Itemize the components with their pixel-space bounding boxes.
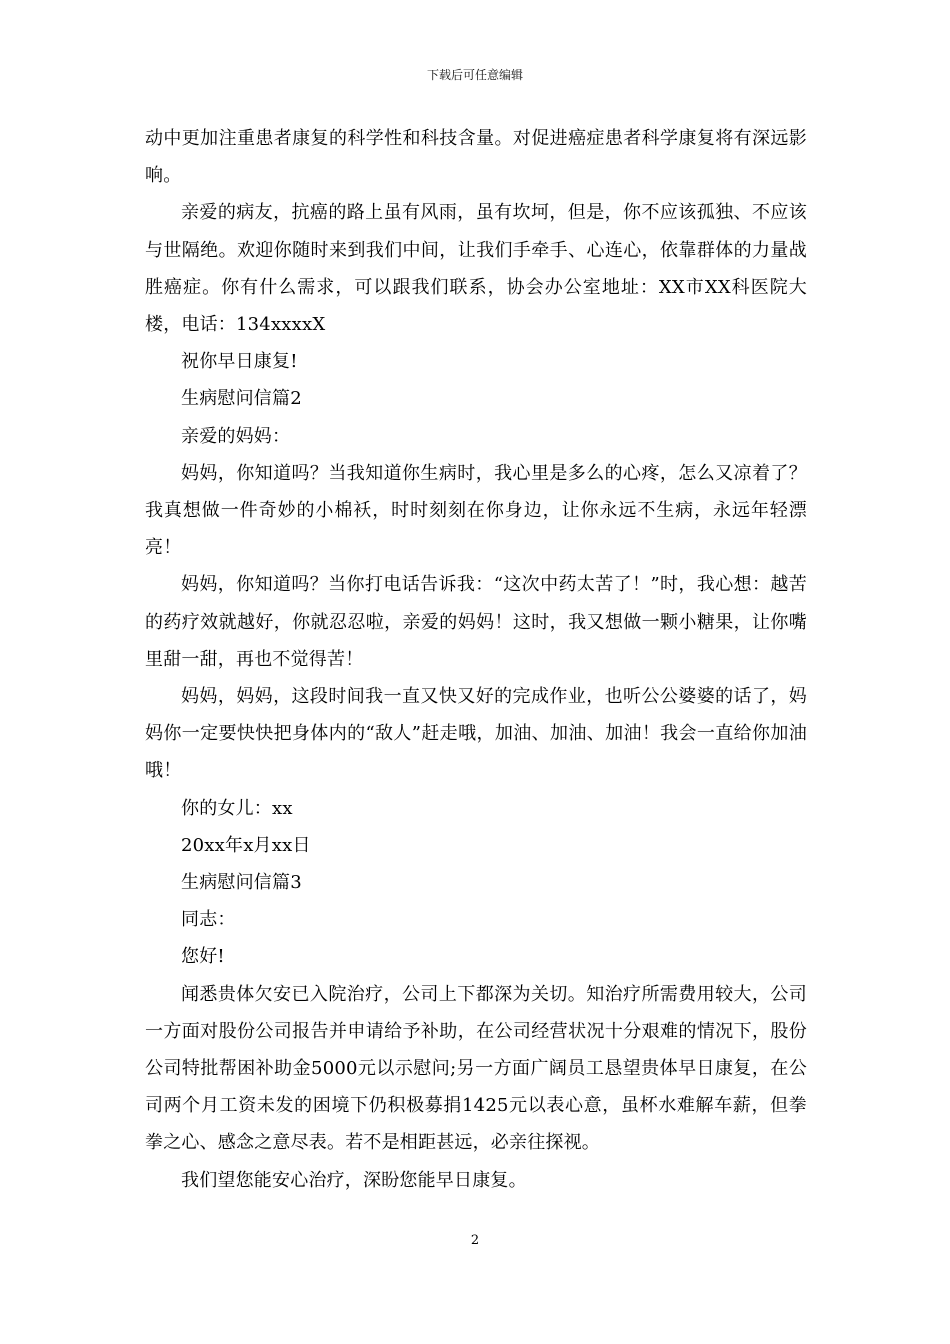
- document-body: [145, 120, 807, 1199]
- date-line: 20xx年x月xx日: [181, 834, 311, 856]
- salutation-comrade: 同志：: [181, 909, 236, 931]
- salutation-mom: 亲爱的妈妈：: [181, 425, 291, 447]
- paragraph-mom-3: 妈妈，妈妈，这段时间我一直又快又好的完成作业，也听公公婆婆的话了，妈妈你一定要快快把身体内的“敌人”赶走哦，加油、加油、加油！我会一直给你加油哦！: [145, 686, 807, 782]
- page-header: 下载后可任意编辑: [426, 68, 523, 82]
- section-title-letter-3: 生病慰问信篇3: [181, 872, 302, 894]
- paragraph-recovery-wish: 我们望您能安心治疗，深盼您能早日康复。: [181, 1169, 527, 1191]
- paragraph-mom-2: 妈妈，你知道吗？当你打电话告诉我：“这次中药太苦了！”时，我心想：越苦的药疗效就越好，你就忍忍啦，亲爱的妈妈！这时，我又想做一颗小糖果，让你嘴里甜一甜，再也不觉得苦！: [145, 574, 807, 670]
- signature-daughter: 你的女儿：xx: [181, 797, 293, 819]
- section-title-letter-2: 生病慰问信篇2: [181, 388, 302, 410]
- page-number: 2: [470, 1233, 480, 1248]
- paragraph-mom-1: 妈妈，你知道吗？当我知道你生病时，我心里是多么的心疼，怎么又凉着了？我真想做一件奇妙的小棉袄，时时刻刻在你身边，让你永远不生病，永远年轻漂亮！: [145, 462, 807, 559]
- paragraph-invitation: 亲爱的病友，抗癌的路上虽有风雨，虽有坎坷，但是，你不应该孤独、不应该与世隔绝。欢迎你随时来到我们中间，让我们手牵手、心连心，依靠群体的力量战胜癌症。你有什么需求，可以跟我们联系，协会办公室地址：XX市XX科医院大楼，电话：134xxxxX: [145, 202, 807, 336]
- paragraph-company-support: 闻悉贵体欠安已入院治疗，公司上下都深为关切。知治疗所需费用较大，公司一方面对股份公司报告并申请给予补助，在公司经营状况十分艰难的情况下，股份公司特批帮困补助金5000元以示慰问;另一方面广阔员工恳望贵体早日康复，在公司两个月工资未发的困境下仍积极募捐1425元以表心意，虽杯水难解车薪，但拳拳之心、感念之意尽表。若不是相距甚远，必亲往探视。: [145, 983, 807, 1154]
- closing-wish: 祝你早日康复!: [181, 351, 298, 373]
- paragraph-continuation: 动中更加注重患者康复的科学性和科技含量。对促进癌症患者科学康复将有深远影响。: [145, 128, 807, 187]
- greeting: 您好!: [181, 946, 225, 968]
